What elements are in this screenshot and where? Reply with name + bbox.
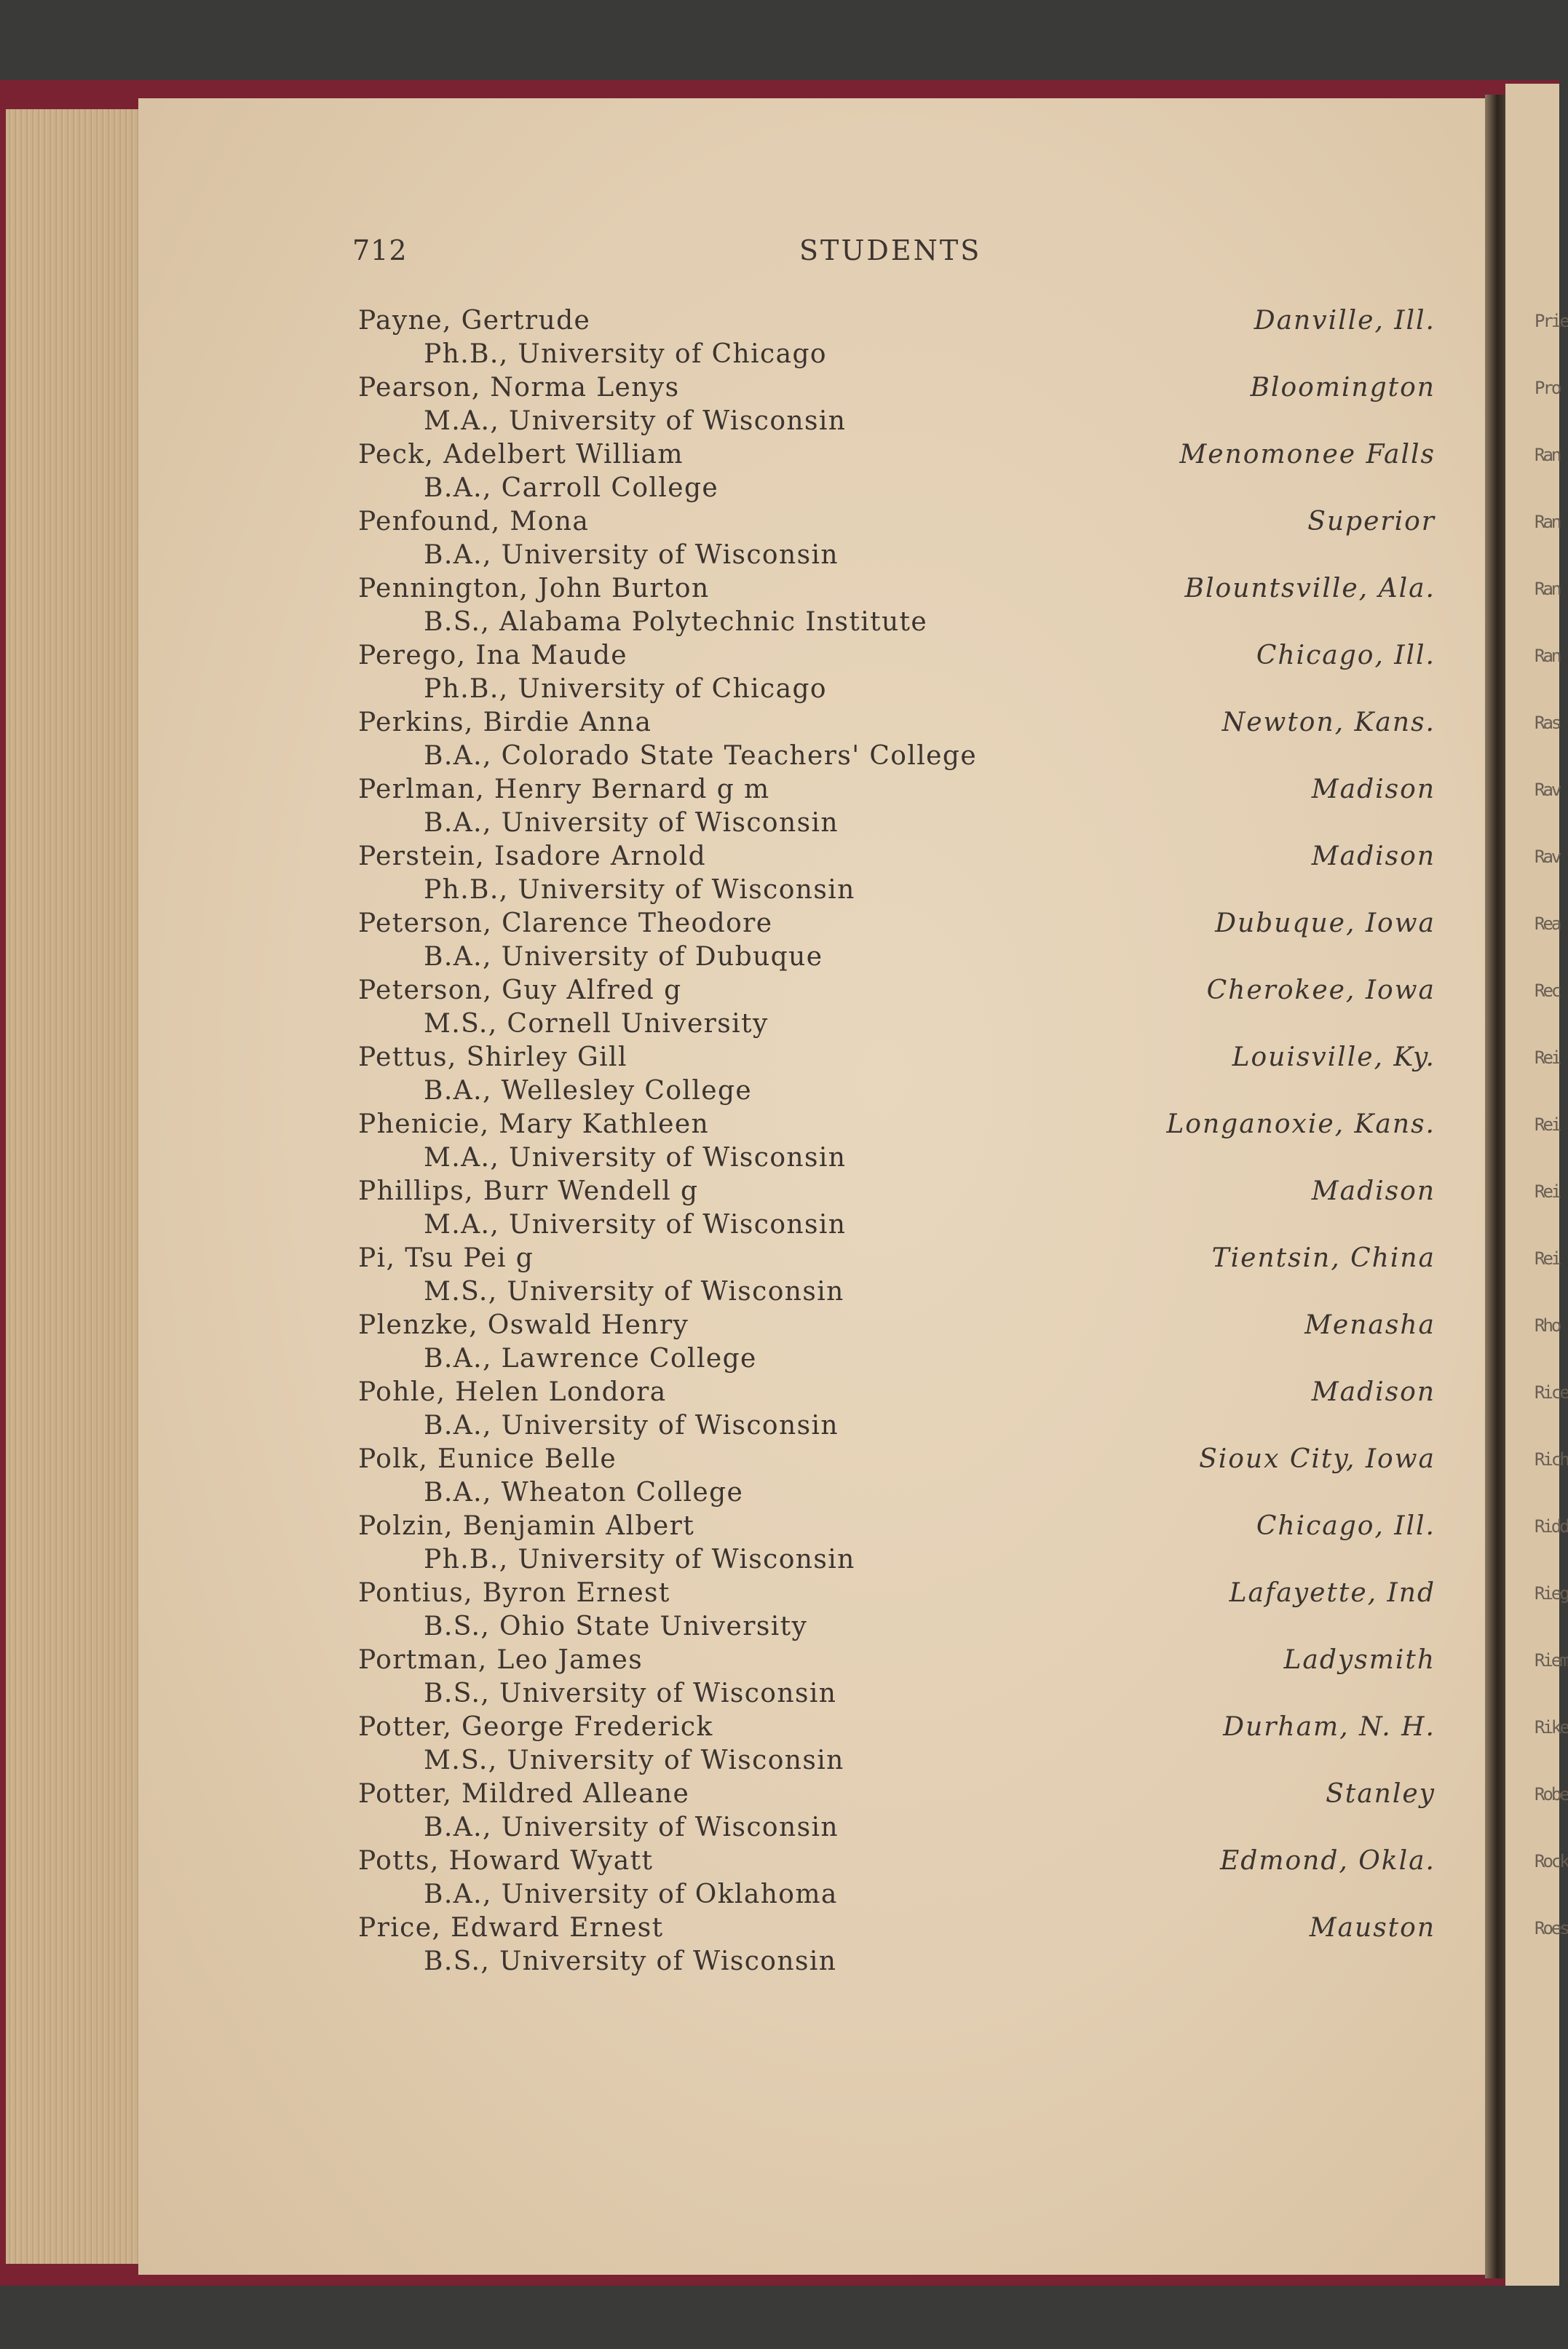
student-hometown: Madison (1311, 841, 1436, 871)
student-hometown: Superior (1307, 507, 1436, 536)
student-name: Plenzke, Oswald Henry (358, 1310, 689, 1340)
student-entry (358, 1510, 1436, 1577)
facing-page-fragment: Rock (1535, 1851, 1568, 1871)
facing-page-fragment: Rav (1535, 780, 1560, 800)
facing-page-fragment: Rav (1535, 847, 1560, 867)
student-name: Potts, Howard Wyatt (358, 1846, 654, 1876)
student-hometown: Bloomington (1250, 373, 1436, 403)
student-entry (358, 1711, 1436, 1778)
student-hometown: Madison (1311, 1377, 1436, 1407)
facing-page-fragment: Prie (1535, 311, 1568, 331)
student-name: Payne, Gertrude (358, 306, 591, 336)
student-entry (358, 773, 1436, 840)
student-entry (358, 371, 1436, 438)
student-degree: M.S., University of Wisconsin (424, 1277, 844, 1307)
student-entry (358, 1912, 1436, 1978)
student-hometown: Louisville, Ky. (1232, 1042, 1436, 1072)
page-number: 712 (352, 234, 408, 266)
facing-page-fragment: Rice (1535, 1382, 1568, 1403)
student-entry (358, 1443, 1436, 1510)
student-name: Perstein, Isadore Arnold (358, 841, 707, 871)
facing-page-fragment: Ran (1535, 512, 1560, 532)
student-name: Price, Edward Ernest (358, 1913, 664, 1943)
facing-page-fragment: Rea (1535, 914, 1560, 934)
student-hometown: Sioux City, Iowa (1199, 1444, 1436, 1474)
student-name: Polzin, Benjamin Albert (358, 1511, 695, 1541)
facing-page-fragment: Rei (1535, 1114, 1560, 1135)
student-degree: B.S., Ohio State University (424, 1612, 808, 1641)
student-degree: B.A., Wellesley College (424, 1076, 753, 1106)
student-name: Pontius, Byron Ernest (358, 1578, 670, 1608)
student-entry (358, 1242, 1436, 1309)
student-name: Perkins, Birdie Anna (358, 708, 652, 737)
facing-page-fragment: Ran (1535, 646, 1560, 666)
student-entry (358, 840, 1436, 907)
facing-page-fragment: Roes (1535, 1918, 1568, 1938)
facing-page-fragment: Rei (1535, 1047, 1560, 1068)
student-hometown: Danville, Ill. (1254, 306, 1436, 336)
student-hometown: Edmond, Okla. (1220, 1846, 1436, 1876)
student-name: Peterson, Guy Alfred g (358, 975, 682, 1005)
student-hometown: Durham, N. H. (1223, 1712, 1436, 1742)
student-degree: B.S., University of Wisconsin (424, 1946, 837, 1976)
facing-page-fragment: Rei (1535, 1181, 1560, 1202)
student-degree: B.S., Alabama Polytechnic Institute (424, 607, 928, 637)
student-list (358, 304, 1436, 1978)
student-name: Perlman, Henry Bernard g m (358, 775, 770, 804)
student-hometown: Stanley (1326, 1779, 1436, 1809)
student-degree: M.S., University of Wisconsin (424, 1746, 844, 1775)
student-name: Phenicie, Mary Kathleen (358, 1109, 710, 1139)
student-entry (358, 1041, 1436, 1108)
student-name: Peterson, Clarence Theodore (358, 908, 773, 938)
student-hometown: Madison (1311, 775, 1436, 804)
student-hometown: Menomonee Falls (1179, 440, 1436, 470)
facing-page-fragment: Ran (1535, 445, 1560, 465)
facing-page-fragment: Ras (1535, 713, 1560, 733)
student-degree: B.A., University of Dubuque (424, 942, 823, 972)
student-entry (358, 907, 1436, 974)
student-degree: Ph.B., University of Chicago (424, 674, 827, 704)
student-name: Portman, Leo James (358, 1645, 644, 1675)
student-entry (358, 706, 1436, 773)
facing-page-fragments (1535, 304, 1568, 1978)
student-degree: B.A., University of Oklahoma (424, 1879, 838, 1909)
student-hometown: Longanoxie, Kans. (1166, 1109, 1436, 1139)
student-degree: B.A., Colorado State Teachers' College (424, 741, 978, 771)
student-entry (358, 639, 1436, 706)
page-edges (6, 109, 151, 2264)
student-entry (358, 304, 1436, 371)
student-entry (358, 1577, 1436, 1644)
facing-page-fragment: Ran (1535, 579, 1560, 599)
running-head: STUDENTS (799, 234, 982, 266)
student-degree: B.A., University of Wisconsin (424, 1813, 839, 1842)
student-entry (358, 1309, 1436, 1376)
student-degree: M.A., University of Wisconsin (424, 406, 847, 436)
student-name: Potter, George Frederick (358, 1712, 713, 1742)
student-hometown: Mauston (1309, 1913, 1436, 1943)
student-entry (358, 1845, 1436, 1912)
student-hometown: Menasha (1304, 1310, 1436, 1340)
student-degree: M.S., Cornell University (424, 1009, 769, 1039)
student-degree: B.A., Wheaton College (424, 1478, 744, 1508)
student-hometown: Newton, Kans. (1221, 708, 1436, 737)
facing-page-fragment: Rec (1535, 981, 1560, 1001)
facing-page-fragment: Robe (1535, 1784, 1568, 1805)
student-name: Peck, Adelbert William (358, 440, 684, 470)
book-gutter (1485, 95, 1505, 2278)
student-name: Pearson, Norma Lenys (358, 373, 680, 403)
student-hometown: Chicago, Ill. (1256, 641, 1436, 670)
student-name: Pohle, Helen Londora (358, 1377, 667, 1407)
student-hometown: Chicago, Ill. (1256, 1511, 1436, 1541)
student-name: Potter, Mildred Alleane (358, 1779, 690, 1809)
facing-page-fragment: Rho (1535, 1315, 1560, 1336)
student-name: Pi, Tsu Pei g (358, 1243, 534, 1273)
student-name: Penfound, Mona (358, 507, 590, 536)
student-entry (358, 438, 1436, 505)
student-degree: B.A., University of Wisconsin (424, 1411, 839, 1441)
student-hometown: Tientsin, China (1211, 1243, 1436, 1273)
student-degree: B.S., University of Wisconsin (424, 1679, 837, 1708)
student-name: Perego, Ina Maude (358, 641, 628, 670)
student-degree: B.A., Lawrence College (424, 1344, 757, 1374)
student-name: Phillips, Burr Wendell g (358, 1176, 699, 1206)
facing-page-fragment: Rike (1535, 1717, 1568, 1738)
student-hometown: Lafayette, Ind (1229, 1578, 1436, 1608)
student-degree: B.A., University of Wisconsin (424, 808, 839, 838)
student-hometown: Dubuque, Iowa (1215, 908, 1436, 938)
facing-page-fragment: Rich (1535, 1449, 1568, 1470)
student-entry (358, 1175, 1436, 1242)
student-degree: B.A., University of Wisconsin (424, 540, 839, 570)
student-degree: M.A., University of Wisconsin (424, 1143, 847, 1173)
facing-page-fragment: Riem (1535, 1650, 1568, 1671)
student-hometown: Blountsville, Ala. (1184, 574, 1436, 603)
facing-page-fragment: Rieg (1535, 1583, 1568, 1604)
student-entry (358, 974, 1436, 1041)
student-entry (358, 1376, 1436, 1443)
student-entry (358, 1644, 1436, 1711)
student-hometown: Madison (1311, 1176, 1436, 1206)
facing-page-fragment: Pro (1535, 378, 1560, 398)
student-degree: B.A., Carroll College (424, 473, 719, 503)
student-hometown: Ladysmith (1283, 1645, 1436, 1675)
student-name: Pettus, Shirley Gill (358, 1042, 627, 1072)
student-degree: Ph.B., University of Wisconsin (424, 1545, 855, 1574)
student-entry (358, 1778, 1436, 1845)
student-degree: M.A., University of Wisconsin (424, 1210, 847, 1240)
student-name: Pennington, John Burton (358, 574, 710, 603)
student-degree: Ph.B., University of Chicago (424, 339, 827, 369)
student-hometown: Cherokee, Iowa (1206, 975, 1436, 1005)
student-name: Polk, Eunice Belle (358, 1444, 617, 1474)
student-entry (358, 505, 1436, 572)
student-entry (358, 1108, 1436, 1175)
facing-page-fragment: Ridd (1535, 1516, 1568, 1537)
student-entry (358, 572, 1436, 639)
facing-page-fragment: Rei (1535, 1248, 1560, 1269)
student-degree: Ph.B., University of Wisconsin (424, 875, 855, 905)
